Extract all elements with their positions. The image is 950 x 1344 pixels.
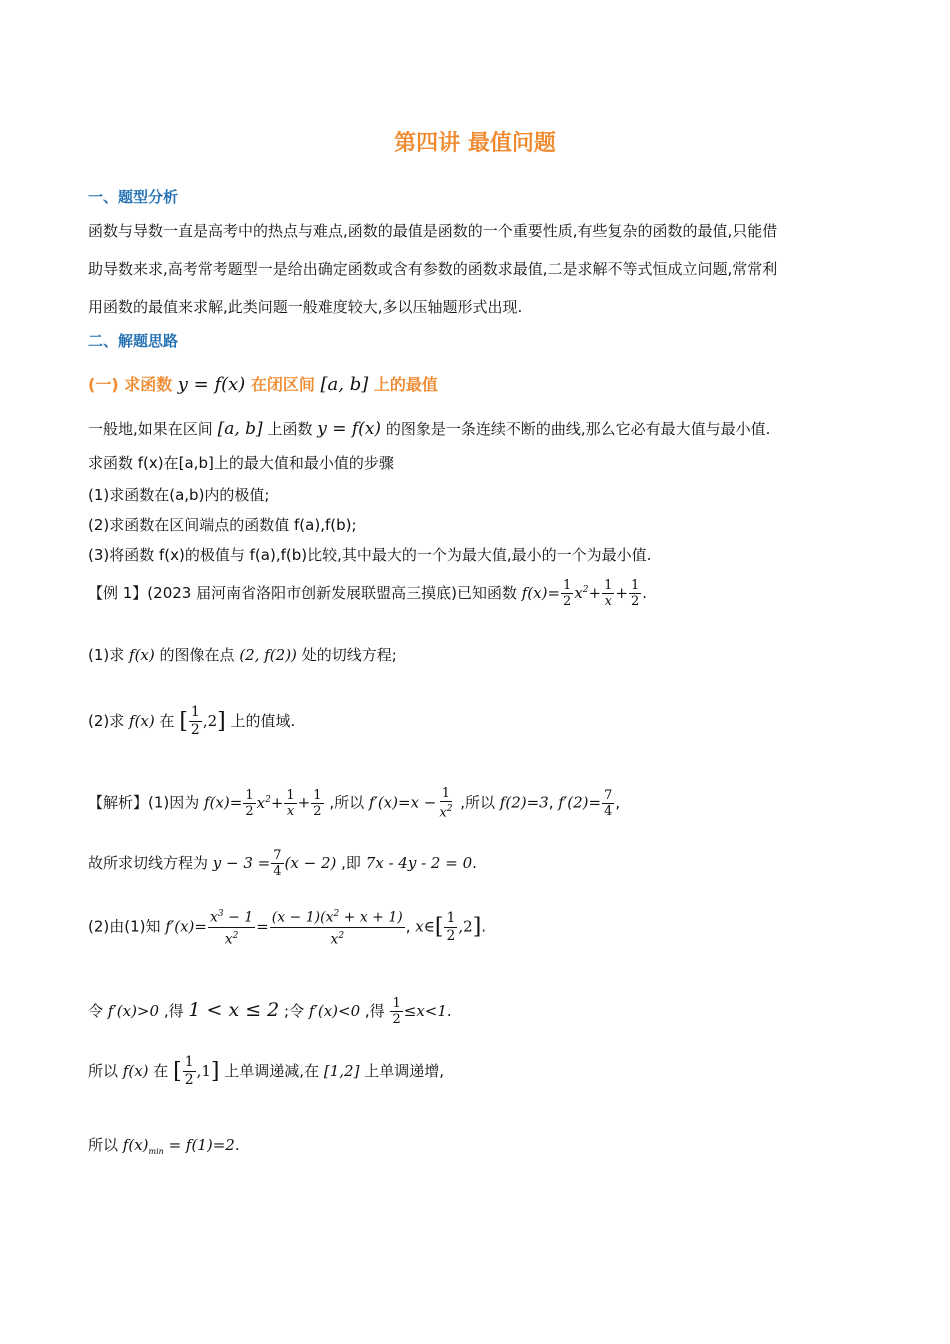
fx-expr-2: f(x): [129, 712, 155, 730]
tangent-line-eq: 7x - 4y - 2 = 0: [365, 854, 473, 872]
interval-1-2: [1,2]: [323, 1062, 360, 1080]
question-2-c: 上的值域.: [230, 712, 296, 730]
paragraph-line-3: 用函数的最值来求解,此类问题一般难度较大,多以压轴题形式出现.: [88, 298, 523, 316]
fraction-half: $\frac{1}{2}$: [563, 578, 572, 609]
body-line-1-a: 一般地,如果在区间: [88, 420, 213, 438]
solution-4-e: ,得: [364, 1002, 385, 1020]
f2-value: f(2)=3: [499, 793, 549, 812]
section-heading-analysis: 一、题型分析: [88, 188, 179, 206]
solution-1-a: 【解析】(1)因为: [88, 793, 200, 812]
paragraph-line-2: 助导数来求,高考常考题型一是给出确定函数或含有参数的函数求最值,二是求解不等式恒成立问题,常常利: [88, 260, 778, 278]
solution-line-3: (2)由(1)知 f′(x)= $\frac{x^3 - 1}{x^2}$ = $\frac{(x - 1)(x^2 + x + 1)}{x^2}$ , x∈[ $\frac{1}{2}$ ,2].: [88, 906, 486, 948]
section-heading-approach: 二、解题思路: [88, 332, 179, 350]
increasing-range: 1 < x ≤ 2: [188, 999, 280, 1021]
paragraph-line-1: 函数与导数一直是高考中的热点与难点,函数的最值是函数的一个重要性质,有些复杂的函数的最值,只能借: [88, 222, 778, 240]
subsection-mid: 在闭区间: [250, 375, 315, 394]
question-1-c: 处的切线方程;: [301, 646, 397, 664]
subsection-prefix: (一) 求函数: [88, 375, 173, 394]
solution-5-b: 在: [153, 1062, 169, 1080]
body-line-1-c: 的图象是一条连续不断的曲线,那么它必有最大值与最小值.: [385, 420, 771, 438]
solution-6-a: 所以: [88, 1136, 119, 1154]
solution-4-b: ,得: [163, 1002, 184, 1020]
body-line-2: 求函数 f(x)在[a,b]上的最大值和最小值的步骤: [88, 454, 394, 472]
subsection-heading: [88, 372, 438, 395]
question-1: [88, 644, 397, 665]
subsection-suffix: 上的最值: [373, 375, 438, 394]
example-statement: 【例 1】(2023 届河南省洛阳市创新发展联盟高三摸底)已知函数 f(x)= $\frac{1}{2}$ $x^2+$ $\frac{1}{x}$ + $\frac{1}{2}$ .: [88, 578, 648, 609]
solution-3-a: (2)由(1)知: [88, 917, 161, 936]
question-1-b: 的图像在点: [159, 646, 235, 664]
question-2-a: (2)求: [88, 712, 125, 730]
body-line-3: (1)求函数在(a,b)内的极值;: [88, 486, 270, 504]
body-line-4: (2)求函数在区间端点的函数值 f(a),f(b);: [88, 516, 357, 534]
point-expr: (2, f(2)): [239, 646, 297, 664]
question-2: (2)求 f(x) 在 [ $\frac{1}{2}$ ,2] 上的值域.: [88, 704, 296, 738]
function-y: y = f(x): [317, 419, 382, 439]
question-2-b: 在: [159, 712, 175, 730]
example-label: 【例 1】(2023 届河南省洛阳市创新发展联盟高三摸底)已知函数: [88, 584, 517, 602]
solution-1-b: ,所以: [329, 793, 365, 812]
question-1-a: (1)求: [88, 646, 125, 664]
interval-ab: [a, b]: [217, 419, 263, 439]
solution-line-5: 所以 f(x) 在 [ $\frac{1}{2}$ ,1] 上单调递减,在 [1,2] 上单调递增,: [88, 1054, 444, 1088]
fx-expr: f(x): [129, 646, 155, 664]
body-line-1: [88, 418, 770, 439]
solution-4-d: ;令: [284, 1002, 305, 1020]
solution-line-6: 所以 $f(x)_{min} = f(1)=2$.: [88, 1136, 240, 1156]
solution-5-a: 所以: [88, 1062, 119, 1080]
solution-line-4: 令 f′(x)>0 ,得 1 < x ≤ 2 ;令 f′(x)<0 ,得 $\frac{1}{2}$ ≤x<1.: [88, 996, 452, 1027]
solution-line-1: 【解析】(1)因为 f(x)= $\frac{1}{2}$ $x^2+$ $\frac{1}{x}$ + $\frac{1}{2}$ ,所以 f′(x)=x − $\frac{1}{x^2}$ ,所以 f(2)=3, f′(2)= $\frac{7}{4}$ ,: [88, 786, 621, 821]
body-line-1-b: 上函数: [267, 420, 313, 438]
fraction-1-over-x: $\frac{1}{x}$: [604, 578, 613, 609]
subsection-formula: y = f(x): [177, 374, 246, 395]
fraction-half-3: $\frac{1}{2}$: [190, 704, 200, 738]
solution-1-c: ,所以: [460, 793, 496, 812]
body-line-5: (3)将函数 f(x)的极值与 f(a),f(b)比较,其中最大的一个为最大值,最小的一个为最小值.: [88, 546, 652, 564]
solution-5-e: 上单调递增,: [364, 1062, 444, 1080]
subsection-interval: [a, b]: [320, 374, 369, 395]
solution-4-a: 令: [88, 1002, 104, 1020]
solution-5-c: 上单调递减,在: [224, 1062, 320, 1080]
solution-2-a: 故所求切线方程为: [88, 854, 209, 872]
solution-2-b: ,即: [341, 854, 361, 872]
example-function: f(x)=: [521, 584, 561, 602]
fraction-half-2: $\frac{1}{2}$: [630, 578, 640, 609]
solution-line-2: 故所求切线方程为 y − 3 = $\frac{7}{4}$ (x − 2) ,即 7x - 4y - 2 = 0.: [88, 848, 477, 879]
page-title: 第四讲 最值问题: [394, 131, 556, 156]
